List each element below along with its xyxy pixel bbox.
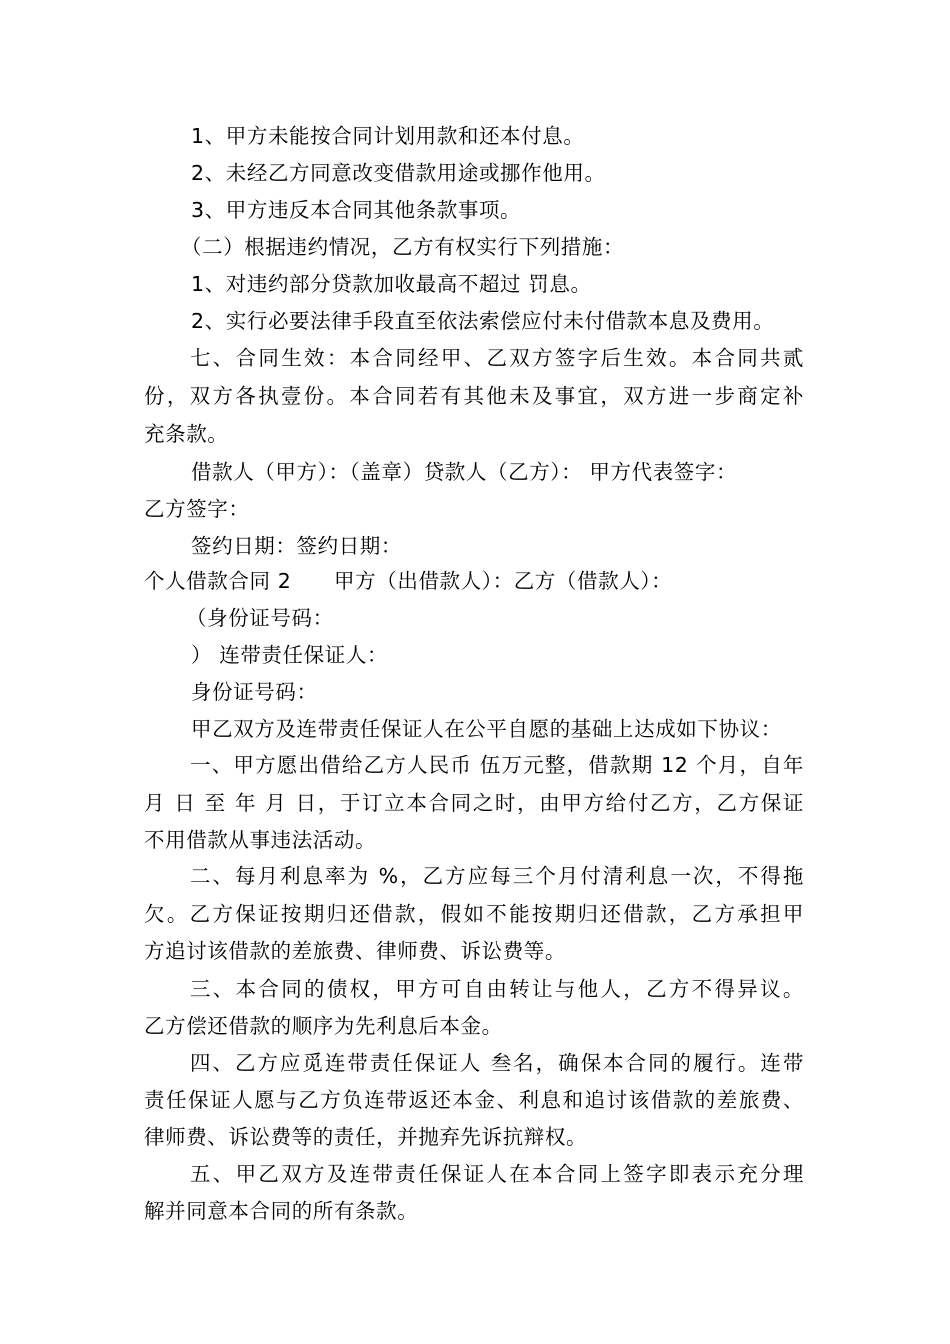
text-line: 方追讨该借款的差旅费、律师费、诉讼费等。 <box>144 939 566 963</box>
text-line: 二、每月利息率为 %，乙方应每三个月付清利息一次，不得拖 <box>190 864 804 888</box>
text-line: 充条款。 <box>144 422 229 446</box>
text-line: 份，双方各执壹份。本合同若有其他未及事宜，双方进一步商定补 <box>144 384 804 408</box>
text-line: 2、未经乙方同意改变借款用途或挪作他用。 <box>191 161 606 185</box>
text-line: 五、甲乙双方及连带责任保证人在本合同上签字即表示充分理 <box>190 1162 804 1186</box>
text-line: ） 连带责任保证人： <box>191 643 389 667</box>
text-line: 1、甲方未能按合同计划用款和还本付息。 <box>191 124 585 148</box>
date-line: 签约日期：签约日期： <box>191 534 402 558</box>
section-title: 个人借款合同 2 甲方（出借款人）：乙方（借款人）： <box>144 569 673 593</box>
text-line: 不用借款从事违法活动。 <box>144 828 377 852</box>
text-line: 3、甲方违反本合同其他条款事项。 <box>191 198 522 222</box>
text-line: 欠。乙方保证按期归还借款，假如不能按期归还借款，乙方承担甲 <box>144 902 804 926</box>
text-line: 乙方偿还借款的顺序为先利息后本金。 <box>144 1014 503 1038</box>
text-line: 四、乙方应觅连带责任保证人 叁名，确保本合同的履行。连带 <box>190 1051 804 1075</box>
text-line: 三、本合同的债权，甲方可自由转让与他人，乙方不得异议。 <box>190 977 804 1001</box>
text-line: 解并同意本合同的所有条款。 <box>144 1199 419 1223</box>
text-line: 身份证号码： <box>191 680 318 704</box>
text-line: 甲乙双方及连带责任保证人在公平自愿的基础上达成如下协议： <box>191 717 782 741</box>
signature-line: 借款人（甲方）：（盖章）贷款人（乙方）： 甲方代表签字： <box>191 460 738 484</box>
signature-line: 乙方签字： <box>144 497 250 521</box>
text-line: 1、对违约部分贷款加收最高不超过 罚息。 <box>191 272 592 296</box>
text-line: 责任保证人愿与乙方负连带返还本金、利息和追讨该借款的差旅费、 <box>144 1088 804 1112</box>
text-line: 月 日 至 年 月 日，于订立本合同之时，由甲方给付乙方，乙方保证 <box>144 791 804 815</box>
text-line: 一、甲方愿出借给乙方人民币 伍万元整，借款期 12 个月，自年 <box>190 753 804 777</box>
text-line: 律师费、诉讼费等的责任，并抛弃先诉抗辩权。 <box>144 1125 588 1149</box>
text-line: 七、合同生效：本合同经甲、乙双方签字后生效。本合同共贰 <box>190 346 804 370</box>
text-line: （二）根据违约情况，乙方有权实行下列措施： <box>181 235 625 259</box>
text-line: 2、实行必要法律手段直至依法索偿应付未付借款本息及费用。 <box>191 309 775 333</box>
text-line: （身份证号码： <box>186 606 334 630</box>
